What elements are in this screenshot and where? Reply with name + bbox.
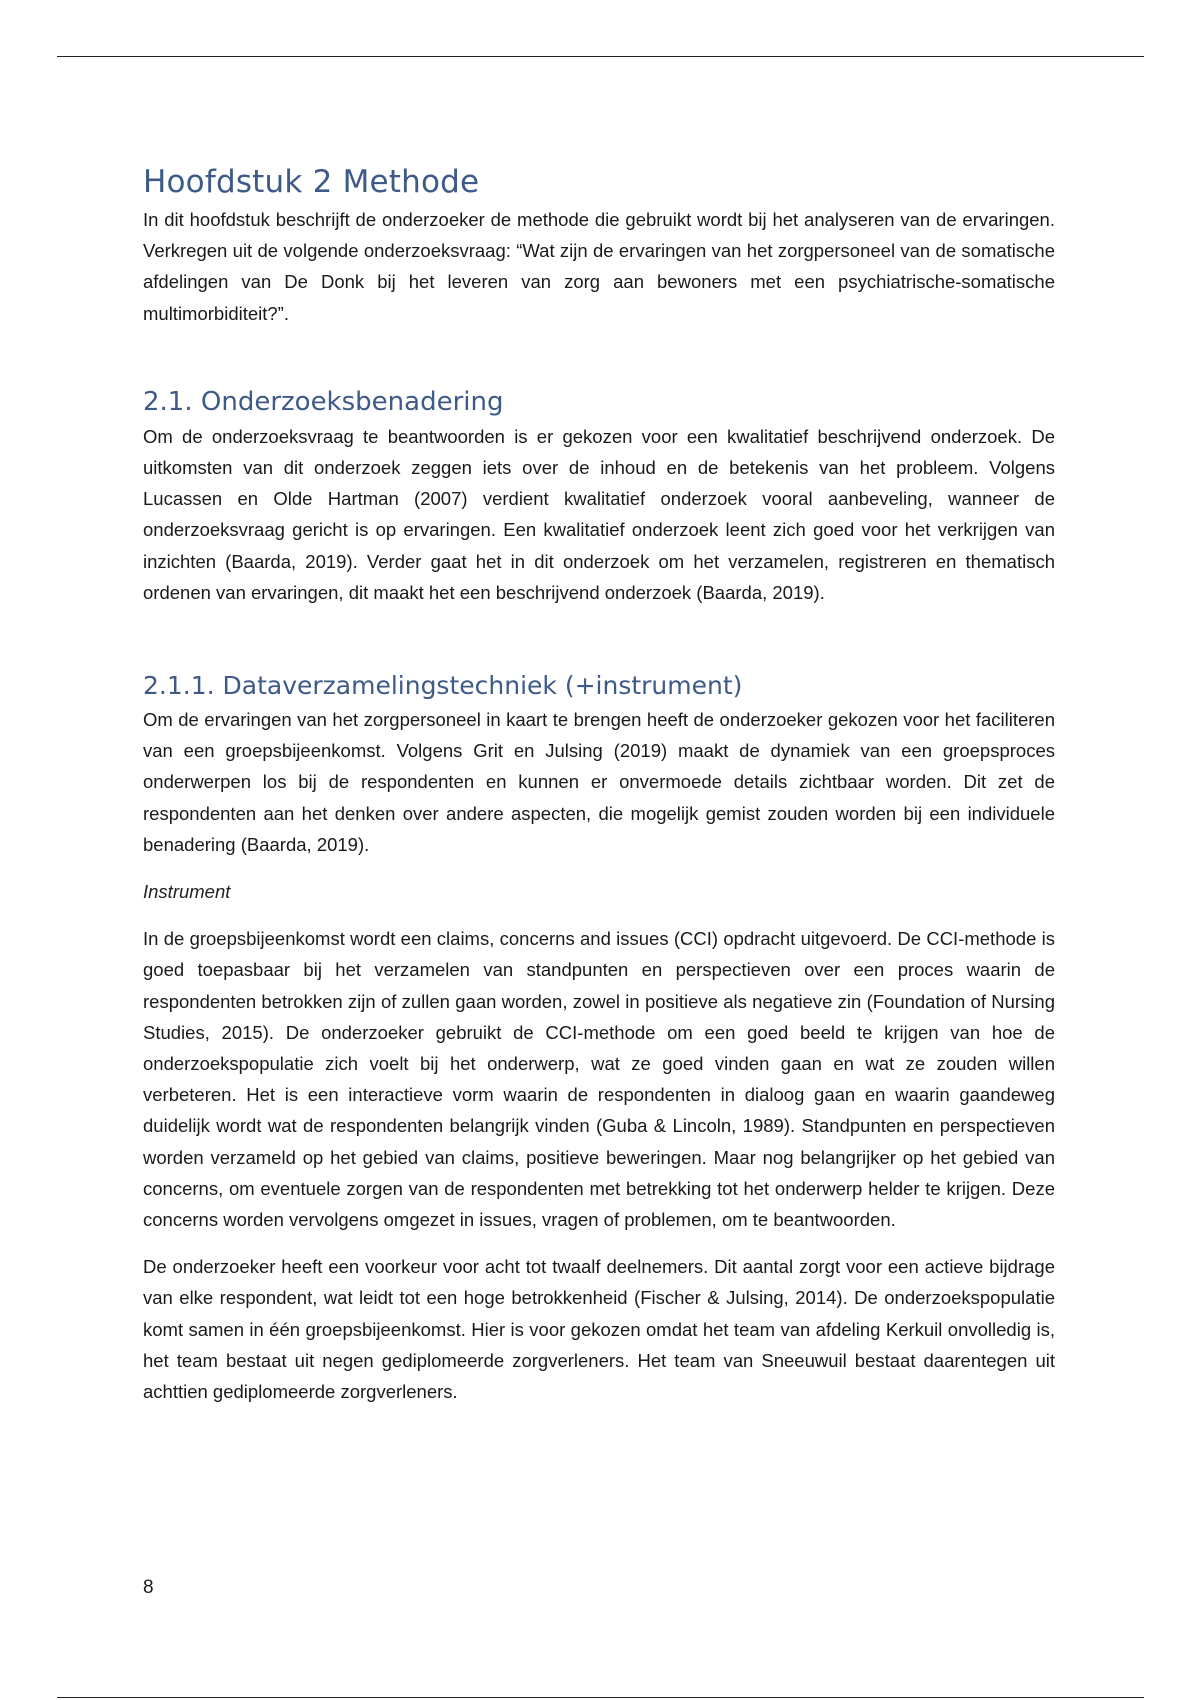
participants-paragraph: De onderzoeker heeft een voorkeur voor acht tot twaalf deelnemers. Dit aantal zorgt voor een actieve bijdrage van elke respondent, wat leidt tot een hoge betrokkenheid (Fischer & Julsing, 2014). De onderzoekspopulatie komt samen in één groepsbijeenkomst. Hier is voor gekozen omdat het team van afdeling Kerkuil onvolledig is, het team bestaat uit negen gediplomeerde zorgverleners. Het team van Sneeuwuil bestaat daarentegen uit achttien gediplomeerde zorgverleners. (143, 1256, 1055, 1403)
section-heading-dataverzamelingstechniek: 2.1.1. Dataverzamelingstechniek (+instrument) (143, 671, 743, 701)
instrument-subheading: Instrument (143, 881, 231, 903)
page-number: 8 (143, 1577, 154, 1598)
document-body (143, 160, 1055, 1407)
header-rule (57, 56, 1144, 57)
chapter-intro-paragraph: In dit hoofdstuk beschrijft de onderzoeker de methode die gebruikt wordt bij het analyseren van de ervaringen. Verkregen uit de volgende onderzoeksvraag: “Wat zijn de ervaringen van het zorgpersoneel van de somatische afdelingen van De Donk bij het leveren van zorg aan bewoners met een psychiatrische-somatische multimorbiditeit?”. (143, 209, 1055, 324)
onderzoeksbenadering-paragraph: Om de onderzoeksvraag te beantwoorden is er gekozen voor een kwalitatief beschrijvend onderzoek. De uitkomsten van dit onderzoek zeggen iets over de inhoud en de betekenis van het probleem. Volgens Lucassen en Olde Hartman (2007) verdient kwalitatief onderzoek vooral aanbeveling, wanneer de onderzoeksvraag gericht is op ervaringen. Een kwalitatief onderzoek leent zich goed voor het verkrijgen van inzichten (Baarda, 2019). Verder gaat het in dit onderzoek om het verzamelen, registreren en thematisch ordenen van ervaringen, dit maakt het een beschrijvend onderzoek (Baarda, 2019). (143, 425, 1055, 603)
instrument-paragraph: In de groepsbijeenkomst wordt een claims, concerns and issues (CCI) opdracht uitgevoerd. De CCI-methode is goed toepasbaar bij het verzamelen van standpunten en perspectieven over een proces waarin de respondenten betrokken zijn of zullen gaan worden, zowel in positieve als negatieve zin (Foundation of Nursing Studies, 2015). De onderzoeker gebruikt de CCI-methode om een goed beeld te krijgen van hoe de onderzoekspopulatie zich voelt bij het onderwerp, wat ze goed vinden gaan en wat ze zouden willen verbeteren. Het is een interactieve vorm waarin de respondenten in dialoog gaan en waarin gaandeweg duidelijk wordt wat de respondenten belangrijk vinden (Guba & Lincoln, 1989). Standpunten en perspectieven worden verzameld op het gebied van claims, positieve beweringen. Maar nog belangrijker op het gebied van concerns, om eventuele zorgen van de respondenten met betrekking tot het onderwerp helder te krijgen. Deze concerns worden vervolgens omgezet in issues, vragen of problemen, om te beantwoorden. (143, 928, 1055, 1231)
section-heading-onderzoeksbenadering: 2.1. Onderzoeksbenadering (143, 386, 504, 417)
footer-rule (57, 1697, 1144, 1698)
chapter-title: Hoofdstuk 2 Methode (143, 164, 480, 200)
dataverzameling-paragraph: Om de ervaringen van het zorgpersoneel in kaart te brengen heeft de onderzoeker gekozen voor het faciliteren van een groepsbijeenkomst. Volgens Grit en Julsing (2019) maakt de dynamiek van een groepsproces onderwerpen los bij de respondenten en kunnen er onvermoede details zichtbaar worden. Dit zet de respondenten aan het denken over andere aspecten, die mogelijk gemist zouden worden bij een individuele benadering (Baarda, 2019). (143, 709, 1055, 855)
